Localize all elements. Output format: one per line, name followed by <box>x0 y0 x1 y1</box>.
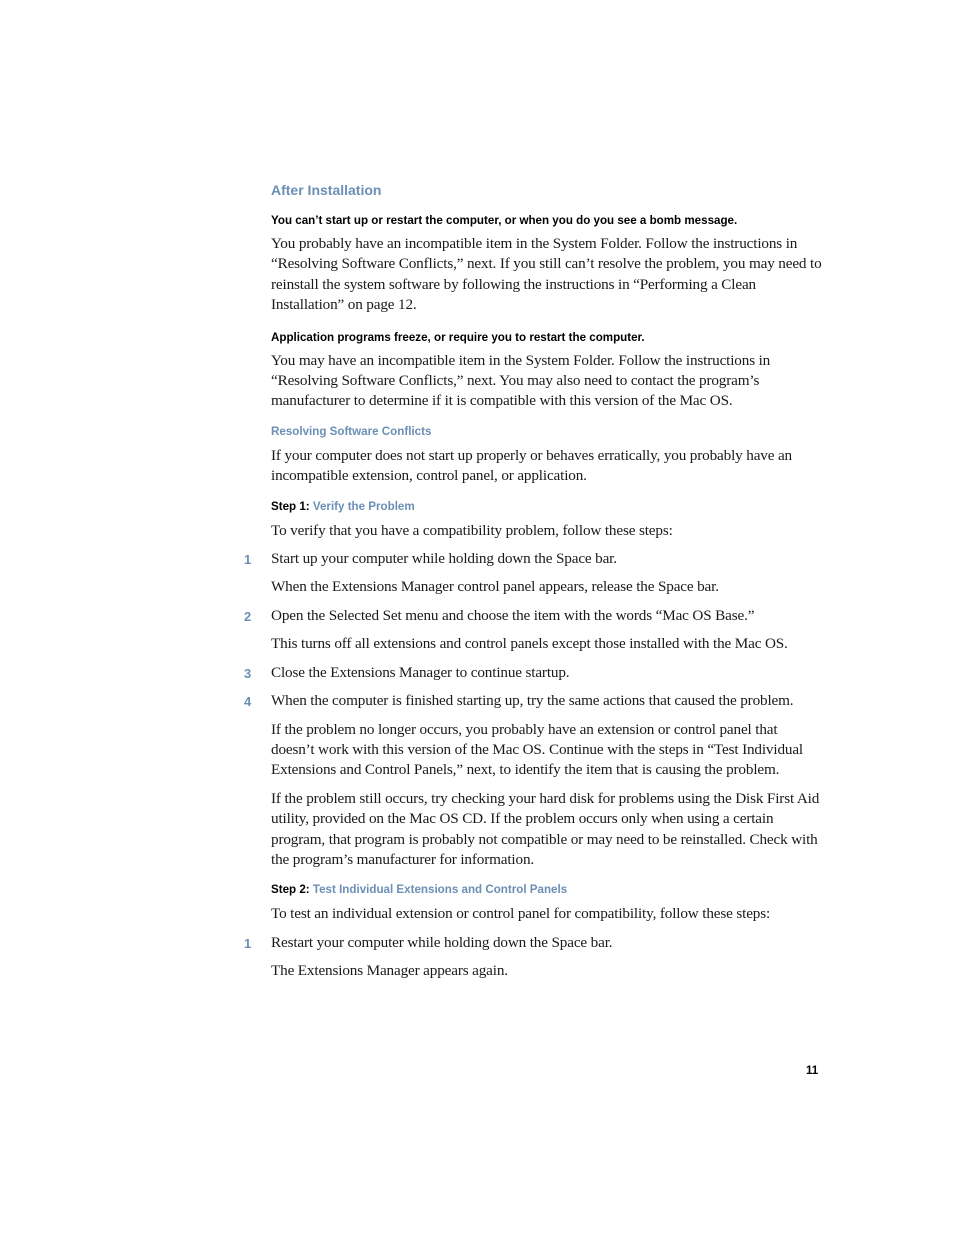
step-intro: To verify that you have a compatibility problem, follow these steps: <box>271 521 673 539</box>
list-item <box>244 933 823 953</box>
subsection-title: Resolving Software Conflicts <box>271 424 432 438</box>
step-paragraph: If the problem no longer occurs, you probably have an extension or control panel that doesn’t work with this version of the Mac OS. Continue with the steps in “Test Individual Extensions and Control Panels,” next, to identify the item that is causing the problem. <box>271 720 803 779</box>
list-text: Close the Extensions Manager to continue startup. <box>271 663 570 681</box>
step-prefix: Step 1: <box>271 499 310 513</box>
problem-heading: Application programs freeze, or require you to restart the computer. <box>271 330 645 344</box>
page-content <box>244 181 823 990</box>
step-name: Verify the Problem <box>312 499 415 513</box>
list-item <box>271 634 823 654</box>
step-heading <box>271 882 823 898</box>
step-prefix: Step 2: <box>271 883 310 897</box>
list-number: 3 <box>244 665 252 681</box>
list-item <box>271 961 823 981</box>
list-text: The Extensions Manager appears again. <box>271 962 508 980</box>
list-item <box>271 577 823 597</box>
section-title: After Installation <box>271 182 382 198</box>
step-name: Test Individual Extensions and Control Panels <box>312 883 568 897</box>
list-text: Open the Selected Set menu and choose the item with the words “Mac OS Base.” <box>271 606 755 624</box>
list-text: When the computer is finished starting up, try the same actions that caused the problem. <box>271 692 794 710</box>
list-text: This turns off all extensions and control panels except those installed with the Mac OS. <box>271 635 788 653</box>
problem-paragraph: You probably have an incompatible item in the System Folder. Follow the instructions in “Resolving Software Conflicts,” next. If you still can’t resolve the problem, you may need to reinstall the system software by following the instructions in “Performing a Clean Installation” on page 12. <box>271 235 822 314</box>
list-number: 1 <box>244 935 252 951</box>
list-text: When the Extensions Manager control panel appears, release the Space bar. <box>271 578 719 596</box>
step-heading <box>271 499 823 515</box>
list-text: Start up your computer while holding down the Space bar. <box>271 550 617 568</box>
list-item <box>244 606 823 626</box>
list-item <box>244 549 823 569</box>
page-number: 11 <box>806 1065 819 1077</box>
list-text: Restart your computer while holding down the Space bar. <box>271 933 613 951</box>
problem-heading: You can’t start up or restart the computer, or when you do you see a bomb message. <box>271 214 738 227</box>
list-item <box>244 663 823 683</box>
list-number: 4 <box>244 694 252 710</box>
step-paragraph: If the problem still occurs, try checking your hard disk for problems using the Disk First Aid utility, provided on the Mac OS CD. If the problem occurs only when using a certain program, that program is probably not compatible or may need to be reinstalled. Check with the program’s manufacturer for information. <box>271 789 820 868</box>
list-number: 1 <box>244 552 252 568</box>
list-number: 2 <box>244 608 252 624</box>
subsection-intro: If your computer does not start up properly or behaves erratically, you probably have an incompatible extension, control panel, or application. <box>271 446 792 485</box>
step-intro: To test an individual extension or control panel for compatibility, follow these steps: <box>271 905 771 923</box>
list-item <box>244 691 823 711</box>
problem-paragraph: You may have an incompatible item in the System Folder. Follow the instructions in “Resolving Software Conflicts,” next. You may also need to contact the program’s manufacturer to determine if it is compatible with this version of the Mac OS. <box>271 351 771 410</box>
